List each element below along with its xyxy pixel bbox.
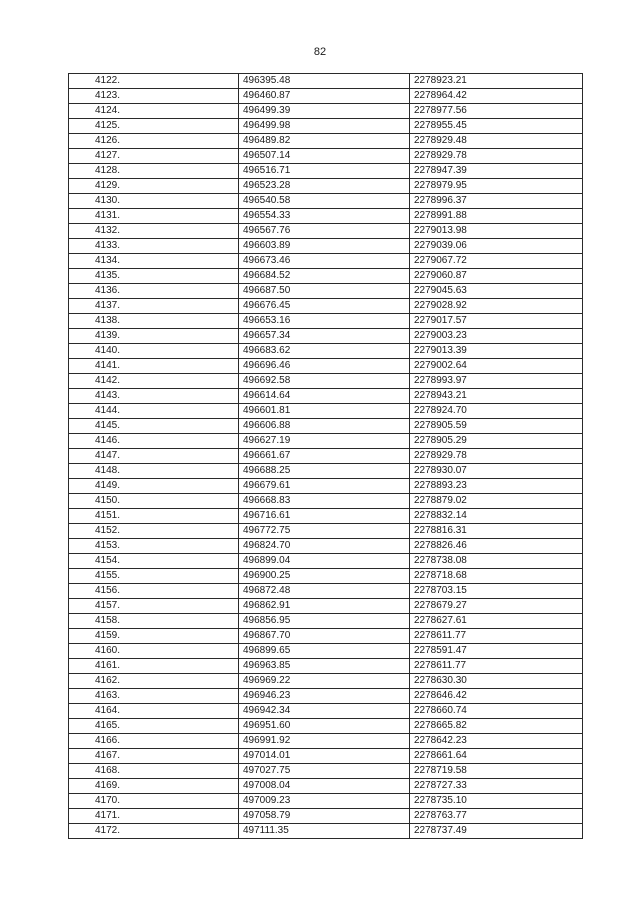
y-coordinate-cell: 2278611.77	[410, 629, 583, 644]
point-number-cell: 4125.	[69, 119, 239, 134]
x-coordinate-cell: 497111.35	[239, 824, 410, 839]
y-coordinate-cell: 2278905.59	[410, 419, 583, 434]
y-coordinate-cell: 2279013.39	[410, 344, 583, 359]
table-row	[69, 179, 583, 194]
x-coordinate-cell: 496963.85	[239, 659, 410, 674]
x-coordinate-cell: 496899.65	[239, 644, 410, 659]
table-row	[69, 104, 583, 119]
x-coordinate-cell: 496862.91	[239, 599, 410, 614]
y-coordinate-cell: 2278719.58	[410, 764, 583, 779]
y-coordinate-cell: 2279045.63	[410, 284, 583, 299]
x-coordinate-cell: 496567.76	[239, 224, 410, 239]
point-number-cell: 4140.	[69, 344, 239, 359]
point-number-cell: 4137.	[69, 299, 239, 314]
y-coordinate-cell: 2278879.02	[410, 494, 583, 509]
table-row	[69, 239, 583, 254]
y-coordinate-cell: 2278923.21	[410, 74, 583, 89]
table-row	[69, 734, 583, 749]
x-coordinate-cell: 497014.01	[239, 749, 410, 764]
x-coordinate-cell: 496969.22	[239, 674, 410, 689]
point-number-cell: 4126.	[69, 134, 239, 149]
table-row	[69, 284, 583, 299]
y-coordinate-cell: 2278737.49	[410, 824, 583, 839]
point-number-cell: 4147.	[69, 449, 239, 464]
table-row	[69, 344, 583, 359]
table-row	[69, 404, 583, 419]
y-coordinate-cell: 2278924.70	[410, 404, 583, 419]
x-coordinate-cell: 496661.67	[239, 449, 410, 464]
y-coordinate-cell: 2278735.10	[410, 794, 583, 809]
table-row	[69, 569, 583, 584]
x-coordinate-cell: 496692.58	[239, 374, 410, 389]
y-coordinate-cell: 2279060.87	[410, 269, 583, 284]
y-coordinate-cell: 2279039.06	[410, 239, 583, 254]
y-coordinate-cell: 2278738.08	[410, 554, 583, 569]
x-coordinate-cell: 496872.48	[239, 584, 410, 599]
point-number-cell: 4144.	[69, 404, 239, 419]
table-row	[69, 374, 583, 389]
point-number-cell: 4124.	[69, 104, 239, 119]
point-number-cell: 4158.	[69, 614, 239, 629]
x-coordinate-cell: 496554.33	[239, 209, 410, 224]
point-number-cell: 4165.	[69, 719, 239, 734]
y-coordinate-cell: 2278930.07	[410, 464, 583, 479]
table-row	[69, 149, 583, 164]
table-row	[69, 614, 583, 629]
point-number-cell: 4169.	[69, 779, 239, 794]
y-coordinate-cell: 2278718.68	[410, 569, 583, 584]
x-coordinate-cell: 497058.79	[239, 809, 410, 824]
x-coordinate-cell: 496499.39	[239, 104, 410, 119]
x-coordinate-cell: 496516.71	[239, 164, 410, 179]
y-coordinate-cell: 2279017.57	[410, 314, 583, 329]
table-row	[69, 254, 583, 269]
table-row	[69, 224, 583, 239]
point-number-cell: 4142.	[69, 374, 239, 389]
table-row	[69, 119, 583, 134]
y-coordinate-cell: 2279013.98	[410, 224, 583, 239]
x-coordinate-cell: 496668.83	[239, 494, 410, 509]
point-number-cell: 4132.	[69, 224, 239, 239]
table-row	[69, 749, 583, 764]
x-coordinate-cell: 496507.14	[239, 149, 410, 164]
point-number-cell: 4154.	[69, 554, 239, 569]
table-row	[69, 554, 583, 569]
x-coordinate-cell: 496687.50	[239, 284, 410, 299]
point-number-cell: 4122.	[69, 74, 239, 89]
point-number-cell: 4153.	[69, 539, 239, 554]
point-number-cell: 4160.	[69, 644, 239, 659]
point-number-cell: 4168.	[69, 764, 239, 779]
table-row	[69, 359, 583, 374]
coordinates-table	[68, 73, 583, 839]
x-coordinate-cell: 496489.82	[239, 134, 410, 149]
point-number-cell: 4134.	[69, 254, 239, 269]
y-coordinate-cell: 2278816.31	[410, 524, 583, 539]
y-coordinate-cell: 2278943.21	[410, 389, 583, 404]
y-coordinate-cell: 2278977.56	[410, 104, 583, 119]
table-row	[69, 779, 583, 794]
y-coordinate-cell: 2278991.88	[410, 209, 583, 224]
y-coordinate-cell: 2278929.48	[410, 134, 583, 149]
x-coordinate-cell: 496900.25	[239, 569, 410, 584]
table-row	[69, 824, 583, 839]
table-row	[69, 389, 583, 404]
point-number-cell: 4159.	[69, 629, 239, 644]
point-number-cell: 4150.	[69, 494, 239, 509]
y-coordinate-cell: 2279067.72	[410, 254, 583, 269]
x-coordinate-cell: 497008.04	[239, 779, 410, 794]
point-number-cell: 4135.	[69, 269, 239, 284]
x-coordinate-cell: 496601.81	[239, 404, 410, 419]
x-coordinate-cell: 496614.64	[239, 389, 410, 404]
point-number-cell: 4139.	[69, 329, 239, 344]
point-number-cell: 4123.	[69, 89, 239, 104]
x-coordinate-cell: 496946.23	[239, 689, 410, 704]
point-number-cell: 4133.	[69, 239, 239, 254]
x-coordinate-cell: 496653.16	[239, 314, 410, 329]
table-row	[69, 419, 583, 434]
x-coordinate-cell: 496627.19	[239, 434, 410, 449]
table-row	[69, 89, 583, 104]
x-coordinate-cell: 496772.75	[239, 524, 410, 539]
table-row	[69, 74, 583, 89]
point-number-cell: 4127.	[69, 149, 239, 164]
x-coordinate-cell: 496991.92	[239, 734, 410, 749]
y-coordinate-cell: 2278727.33	[410, 779, 583, 794]
y-coordinate-cell: 2278893.23	[410, 479, 583, 494]
x-coordinate-cell: 496679.61	[239, 479, 410, 494]
table-row	[69, 269, 583, 284]
x-coordinate-cell: 496696.46	[239, 359, 410, 374]
point-number-cell: 4143.	[69, 389, 239, 404]
x-coordinate-cell: 496856.95	[239, 614, 410, 629]
point-number-cell: 4151.	[69, 509, 239, 524]
point-number-cell: 4156.	[69, 584, 239, 599]
table-row	[69, 314, 583, 329]
x-coordinate-cell: 497009.23	[239, 794, 410, 809]
y-coordinate-cell: 2278646.42	[410, 689, 583, 704]
table-row	[69, 794, 583, 809]
point-number-cell: 4130.	[69, 194, 239, 209]
point-number-cell: 4164.	[69, 704, 239, 719]
y-coordinate-cell: 2278665.82	[410, 719, 583, 734]
table-row	[69, 329, 583, 344]
y-coordinate-cell: 2278979.95	[410, 179, 583, 194]
x-coordinate-cell: 496942.34	[239, 704, 410, 719]
x-coordinate-cell: 496688.25	[239, 464, 410, 479]
table-row	[69, 584, 583, 599]
y-coordinate-cell: 2278679.27	[410, 599, 583, 614]
x-coordinate-cell: 496657.34	[239, 329, 410, 344]
point-number-cell: 4167.	[69, 749, 239, 764]
point-number-cell: 4136.	[69, 284, 239, 299]
table-row	[69, 764, 583, 779]
y-coordinate-cell: 2278661.64	[410, 749, 583, 764]
table-row	[69, 449, 583, 464]
table-row	[69, 704, 583, 719]
x-coordinate-cell: 496460.87	[239, 89, 410, 104]
table-row	[69, 464, 583, 479]
table-row	[69, 599, 583, 614]
table-row	[69, 209, 583, 224]
table-row	[69, 194, 583, 209]
page-number: 82	[313, 46, 327, 58]
point-number-cell: 4161.	[69, 659, 239, 674]
point-number-cell: 4128.	[69, 164, 239, 179]
point-number-cell: 4131.	[69, 209, 239, 224]
x-coordinate-cell: 496673.46	[239, 254, 410, 269]
table-row	[69, 674, 583, 689]
x-coordinate-cell: 497027.75	[239, 764, 410, 779]
y-coordinate-cell: 2278660.74	[410, 704, 583, 719]
y-coordinate-cell: 2278642.23	[410, 734, 583, 749]
table-row	[69, 809, 583, 824]
table-row	[69, 299, 583, 314]
y-coordinate-cell: 2278929.78	[410, 149, 583, 164]
point-number-cell: 4172.	[69, 824, 239, 839]
y-coordinate-cell: 2278993.97	[410, 374, 583, 389]
y-coordinate-cell: 2279028.92	[410, 299, 583, 314]
x-coordinate-cell: 496867.70	[239, 629, 410, 644]
x-coordinate-cell: 496676.45	[239, 299, 410, 314]
table-row	[69, 164, 583, 179]
x-coordinate-cell: 496523.28	[239, 179, 410, 194]
table-row	[69, 434, 583, 449]
point-number-cell: 4138.	[69, 314, 239, 329]
x-coordinate-cell: 496540.58	[239, 194, 410, 209]
point-number-cell: 4152.	[69, 524, 239, 539]
x-coordinate-cell: 496395.48	[239, 74, 410, 89]
x-coordinate-cell: 496716.61	[239, 509, 410, 524]
x-coordinate-cell: 496499.98	[239, 119, 410, 134]
table-row	[69, 134, 583, 149]
y-coordinate-cell: 2278703.15	[410, 584, 583, 599]
table-row	[69, 719, 583, 734]
x-coordinate-cell: 496824.70	[239, 539, 410, 554]
table-row	[69, 689, 583, 704]
table-row	[69, 659, 583, 674]
y-coordinate-cell: 2278905.29	[410, 434, 583, 449]
table-row	[69, 509, 583, 524]
point-number-cell: 4166.	[69, 734, 239, 749]
y-coordinate-cell: 2278630.30	[410, 674, 583, 689]
x-coordinate-cell: 496606.88	[239, 419, 410, 434]
point-number-cell: 4146.	[69, 434, 239, 449]
point-number-cell: 4141.	[69, 359, 239, 374]
y-coordinate-cell: 2278964.42	[410, 89, 583, 104]
point-number-cell: 4163.	[69, 689, 239, 704]
point-number-cell: 4129.	[69, 179, 239, 194]
table-row	[69, 524, 583, 539]
y-coordinate-cell: 2279003.23	[410, 329, 583, 344]
y-coordinate-cell: 2278996.37	[410, 194, 583, 209]
point-number-cell: 4171.	[69, 809, 239, 824]
y-coordinate-cell: 2278929.78	[410, 449, 583, 464]
x-coordinate-cell: 496899.04	[239, 554, 410, 569]
point-number-cell: 4155.	[69, 569, 239, 584]
table-row	[69, 479, 583, 494]
x-coordinate-cell: 496683.62	[239, 344, 410, 359]
coordinates-table-body	[69, 74, 583, 839]
y-coordinate-cell: 2278947.39	[410, 164, 583, 179]
table-row	[69, 629, 583, 644]
point-number-cell: 4149.	[69, 479, 239, 494]
y-coordinate-cell: 2278591.47	[410, 644, 583, 659]
point-number-cell: 4170.	[69, 794, 239, 809]
y-coordinate-cell: 2278763.77	[410, 809, 583, 824]
x-coordinate-cell: 496684.52	[239, 269, 410, 284]
point-number-cell: 4145.	[69, 419, 239, 434]
table-row	[69, 644, 583, 659]
x-coordinate-cell: 496951.60	[239, 719, 410, 734]
point-number-cell: 4157.	[69, 599, 239, 614]
table-row	[69, 539, 583, 554]
y-coordinate-cell: 2278627.61	[410, 614, 583, 629]
y-coordinate-cell: 2279002.64	[410, 359, 583, 374]
point-number-cell: 4148.	[69, 464, 239, 479]
y-coordinate-cell: 2278832.14	[410, 509, 583, 524]
y-coordinate-cell: 2278955.45	[410, 119, 583, 134]
point-number-cell: 4162.	[69, 674, 239, 689]
y-coordinate-cell: 2278826.46	[410, 539, 583, 554]
table-row	[69, 494, 583, 509]
x-coordinate-cell: 496603.89	[239, 239, 410, 254]
y-coordinate-cell: 2278611.77	[410, 659, 583, 674]
